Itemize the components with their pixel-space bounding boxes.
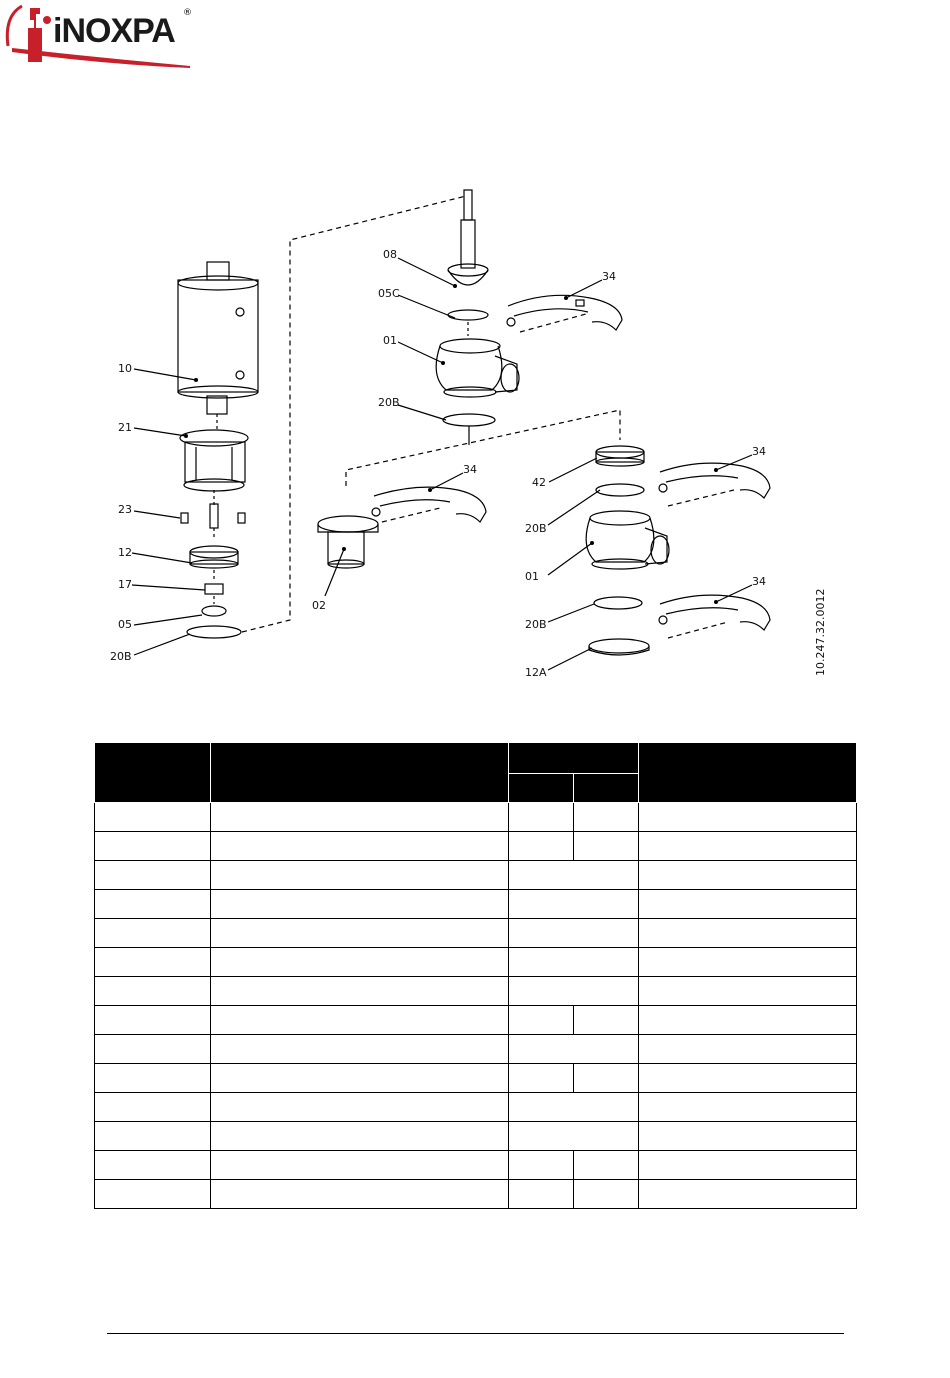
actuator-part: [178, 262, 258, 414]
label-23: 23: [118, 503, 132, 516]
table-row: [95, 1006, 857, 1035]
bottom-adapter-part: [318, 516, 378, 568]
header-quantity-a: [509, 774, 574, 803]
label-12: 12: [118, 546, 132, 559]
screw-parts: [181, 504, 245, 540]
clamp-mid-part: [372, 487, 486, 522]
table-row: [95, 1064, 857, 1093]
table-row: [95, 1151, 857, 1180]
adapter-42-part: [596, 446, 644, 466]
logo-registered-mark: ®: [183, 8, 192, 18]
plug-stem-part: [448, 190, 488, 285]
label-10: 10: [118, 362, 132, 375]
header-position: [95, 743, 211, 803]
table-row: [95, 890, 857, 919]
clamp-right-1-part: [659, 463, 770, 498]
label-08: 08: [383, 248, 397, 261]
table-row: [95, 1122, 857, 1151]
label-34-right-2: 34: [752, 575, 766, 588]
label-34-right-1: 34: [752, 445, 766, 458]
label-34-mid: 34: [463, 463, 477, 476]
table-row: [95, 803, 857, 832]
parts-list-table: [94, 742, 857, 1209]
label-17: 17: [118, 578, 132, 591]
table-row: [95, 1180, 857, 1209]
label-12a: 12A: [525, 666, 547, 679]
header-description: [211, 743, 509, 803]
table-row: [95, 861, 857, 890]
header-quantity-b: [574, 774, 639, 803]
clamp-top-part: [507, 295, 622, 330]
label-20b-left: 20B: [110, 650, 132, 663]
label-42: 42: [532, 476, 546, 489]
label-01-top: 01: [383, 334, 397, 347]
table-row: [95, 919, 857, 948]
logo-wordmark: iNOXPA: [53, 12, 175, 50]
header-quantity: [509, 743, 639, 774]
table-row: [95, 832, 857, 861]
clamp-right-2-part: [659, 595, 770, 630]
label-02: 02: [312, 599, 326, 612]
label-20b-top: 20B: [378, 396, 400, 409]
table-row: [95, 977, 857, 1006]
label-05c: 05C: [378, 287, 400, 300]
table-row: [95, 1035, 857, 1064]
cover-part: [190, 546, 238, 568]
valve-body-top-part: [436, 339, 519, 397]
table-row: [95, 1093, 857, 1122]
bottom-cover-12a-part: [589, 639, 649, 655]
lantern-part: [180, 430, 248, 491]
valve-body-right-part: [586, 511, 669, 569]
label-34-top: 34: [602, 270, 616, 283]
label-05: 05: [118, 618, 132, 631]
label-21: 21: [118, 421, 132, 434]
footer-rule: [107, 1333, 844, 1334]
label-20b-right-1: 20B: [525, 522, 547, 535]
label-01-right: 01: [525, 570, 539, 583]
label-20b-right-2: 20B: [525, 618, 547, 631]
header-material: [639, 743, 857, 803]
table-row: [95, 948, 857, 977]
drawing-reference-number: 10.247.32.0012: [814, 588, 827, 676]
